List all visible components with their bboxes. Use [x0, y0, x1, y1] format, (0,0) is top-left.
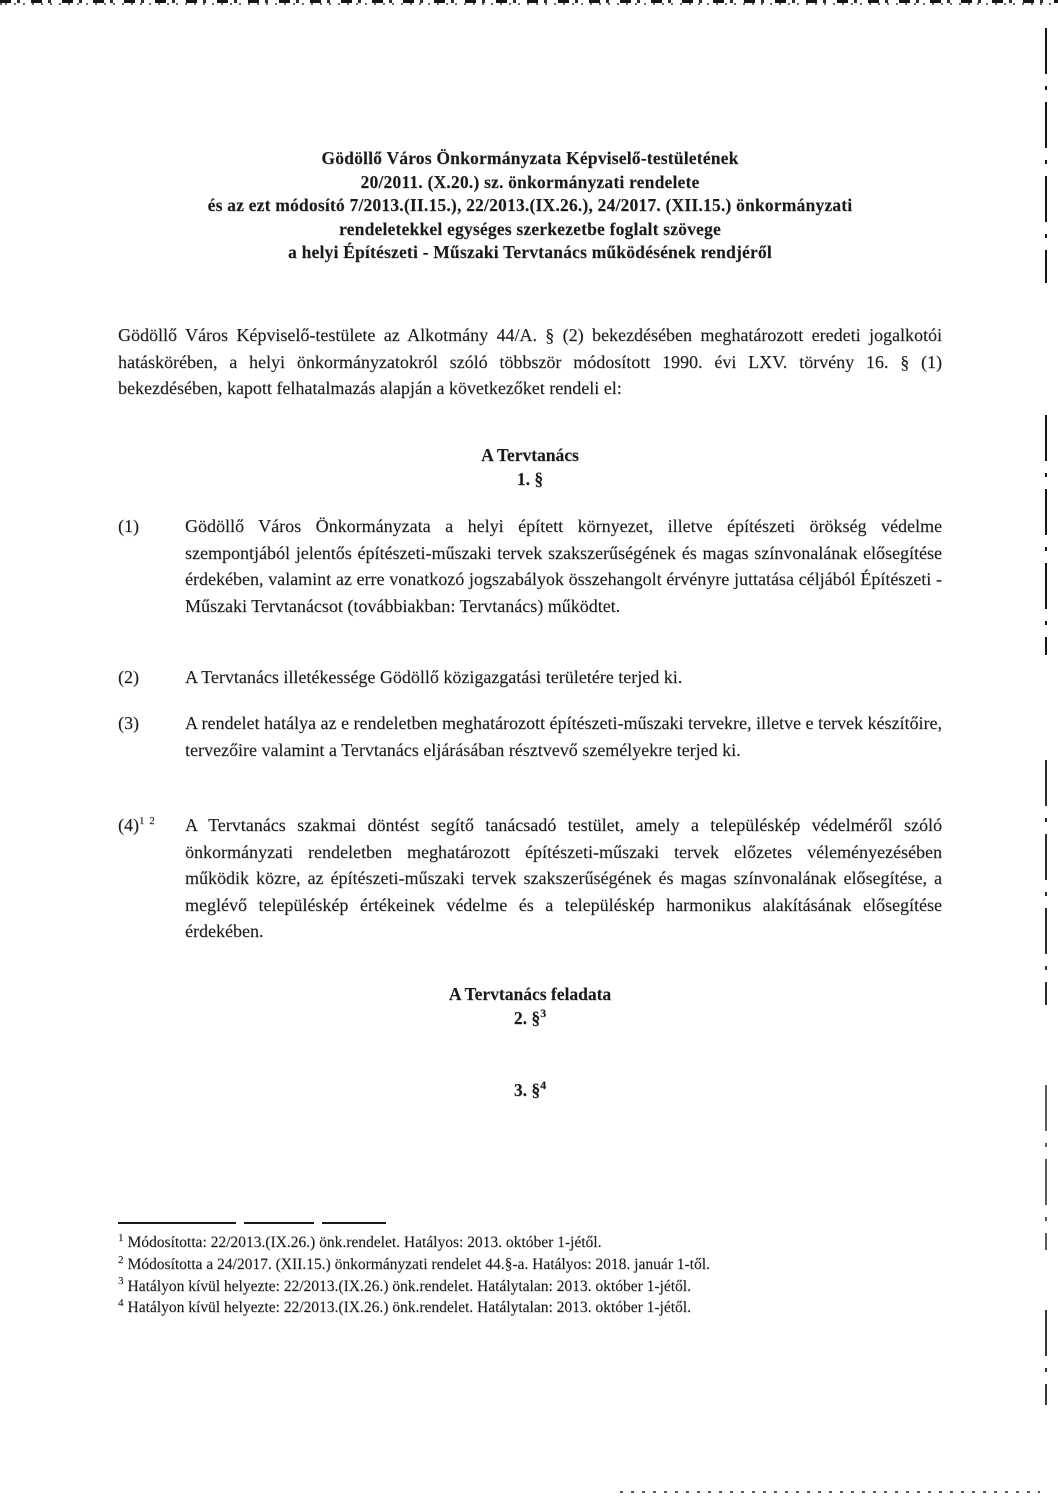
scan-artifact-right-edge — [1045, 28, 1047, 283]
footnote-2-text: Módosította a 24/2017. (XII.15.) önkormányzati rendelet 44.§-a. Hatályos: 2018. január 1-től. — [127, 1255, 710, 1273]
preamble-paragraph: Gödöllő Város Képviselő-testülete az Alkotmány 44/A. § (2) bekezdésében meghatározott eredeti jogalkotói hatáskörében, a helyi önkormányzatokról szóló többször módosított 1990. évi LXV. törvény 16. § (1) bekezdésében, kapott felhatalmazás alapján a következőket rendeli el: — [118, 325, 942, 398]
section2-heading — [118, 982, 942, 1030]
title-line: a helyi Építészeti - Műszaki Tervtanács működésének rendjéről — [288, 242, 772, 262]
paragraph-2-marker: (2) — [118, 667, 139, 687]
title-line: és az ezt módosító 7/2013.(II.15.), 22/2013.(IX.26.), 24/2017. (XII.15.) önkormányzati — [207, 195, 853, 215]
footnote-4: $^4$ Hatályon kívül helyezte: 22/2013.(IX.26.) önk.rendelet. Hatálytalan: 2013. október 1-jétől. — [118, 1297, 691, 1317]
footnote-1-text: Módosította: 22/2013.(IX.26.) önk.rendelet. Hatályos: 2013. október 1-jétől. — [127, 1234, 602, 1251]
document-title — [118, 147, 942, 265]
paragraph-2 — [118, 664, 942, 691]
footnote-4-text: Hatályon kívül helyezte: 22/2013.(IX.26.) önk.rendelet. Hatálytalan: 2013. október 1-jétől. — [127, 1299, 691, 1317]
footnote-2: $^2$ Módosította a 24/2017. (XII.15.) önkormányzati rendelet 44.§-a. Hatályos: 2018. január 1-től. — [118, 1253, 710, 1273]
title-line: rendeletekkel egységes szerkezetbe foglalt szövege — [339, 218, 721, 239]
section1-number: 1. § — [516, 469, 544, 489]
section2-title: A Tervtanács feladata — [448, 984, 612, 1004]
paragraph-3-marker: (3) — [118, 713, 139, 733]
scan-artifact-top-edge — [0, 0, 1058, 6]
section1-title: A Tervtanács — [481, 445, 579, 465]
footnote-3: $^3$ Hatályon kívül helyezte: 22/2013.(IX.26.) önk.rendelet. Hatálytalan: 2013. október 1-jétől. — [118, 1275, 691, 1295]
footnotes — [118, 1222, 942, 1319]
paragraph-4-marker: $(4)^{1 2}$ — [118, 815, 156, 835]
paragraph-1-marker: (1) — [118, 516, 139, 536]
footnote-1: $^1$ Módosította: 22/2013.(IX.26.) önk.rendelet. Hatályos: 2013. október 1-jétől. — [118, 1231, 602, 1251]
paragraph-1-text: Gödöllő Város Önkormányzata a helyi épített környezet, illetve építészeti örökség védelme szempontjából jelentős építészeti-műszaki tervek szakszerűségének és magas színvonalának elősegítése érdekében, valamint az erre vonatkozó jogszabályok összehangolt érvényre juttatása céljából Építészeti - Műszaki Tervtanácsot (továbbiakban: Tervtanács) működtet. — [185, 516, 942, 616]
paragraph-3 — [118, 710, 942, 763]
scan-artifact-right-edge — [1045, 1310, 1047, 1405]
section3-number: 3. §$^4$ — [513, 1078, 547, 1100]
section3-heading — [118, 1078, 942, 1102]
section1-heading — [118, 443, 942, 491]
scan-artifact-right-edge — [1045, 415, 1047, 655]
title-line: 20/2011. (X.20.) sz. önkormányzati rendelete — [360, 171, 700, 192]
scan-artifact-right-edge — [1045, 1085, 1047, 1250]
paragraph-2-text: A Tervtanács illetékessége Gödöllő közigazgatási területére terjed ki. — [185, 667, 683, 687]
paragraph-4-text: A Tervtanács szakmai döntést segítő tanácsadó testület, amely a településkép védelméről szóló önkormányzati rendeletben meghatározott építészeti-műszaki tervek előzetes véleményezésében működik közre, az építészeti-műszaki tervek szakszerűségének és magas színvonalának elősegítése, a meglévő településkép értékeinek védelme és a településkép harmonikus alakításának elősegítése érdekében. — [185, 815, 942, 941]
paragraph-1 — [118, 513, 942, 619]
footnote-3-text: Hatályon kívül helyezte: 22/2013.(IX.26.) önk.rendelet. Hatálytalan: 2013. október 1-jétől. — [127, 1277, 691, 1295]
paragraph-4 — [118, 812, 942, 945]
title-line: Gödöllő Város Önkormányzata Képviselő-testületének — [321, 148, 739, 168]
footnote-separator-rule — [118, 1222, 386, 1224]
section2-number: 2. §$^3$ — [513, 1006, 547, 1028]
scan-artifact-right-edge — [1045, 760, 1047, 1005]
paragraph-3-text: A rendelet hatálya az e rendeletben meghatározott építészeti-műszaki tervekre, illetve e tervek készítőire, tervezőire valamint a Tervtanács eljárásában résztvevő személyekre terjed ki. — [185, 713, 942, 760]
scan-artifact-bottom-edge — [620, 1491, 1040, 1493]
